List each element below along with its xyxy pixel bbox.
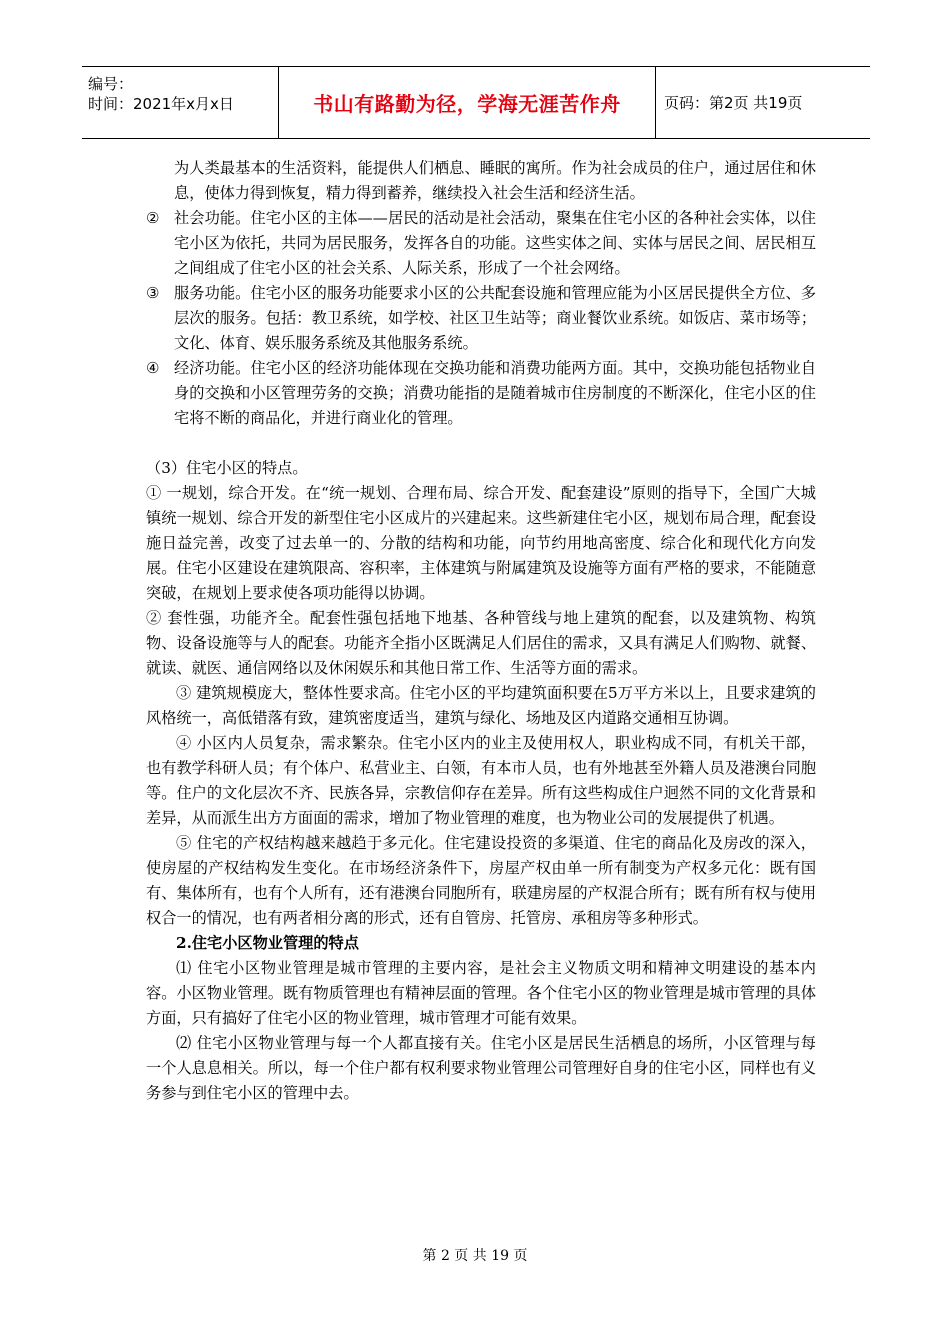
list-marker: ② <box>146 209 160 227</box>
function-item-economic <box>146 356 816 431</box>
feature-paragraph-2: ② 套性强，功能齐全。配套性强包括地下地基、各种管线与地上建筑的配套，以及建筑物、构筑物、设备设施等与人的配套。功能齐全指小区既满足人们居住的需求，又具有满足人们购物、就餐、就读、就医、通信网络以及休闲娱乐和其他日常工作、生活等方面的需求。 <box>146 609 816 677</box>
header-motto: 书山有路勤为径，学海无涯苦作舟 <box>313 92 621 116</box>
list-marker: ③ <box>146 284 160 302</box>
intro-paragraph: 为人类最基本的生活资料，能提供人们栖息、睡眠的寓所。作为社会成员的住户，通过居住和休息，使体力得到恢复，精力得到蓄养，继续投入社会生活和经济生活。 <box>174 159 816 202</box>
function-text: 社会功能。住宅小区的主体——居民的活动是社会活动，聚集在住宅小区的各种社会实体，以住宅小区为依托，共同为居民服务，发挥各自的功能。这些实体之间、实体与居民之间、居民相互之间组成了住宅小区的社会关系、人际关系，形成了一个社会网络。 <box>174 209 816 277</box>
page-header <box>82 66 870 139</box>
management-point-2: ⑵ 住宅小区物业管理与每一个人都直接有关。住宅小区是居民生活栖息的场所，小区管理与每一个人息息相关。所以，每一个住户都有权利要求物业管理公司管理好自身的住宅小区，同样也有义务参与到住宅小区的管理中去。 <box>146 1034 816 1102</box>
paragraph-spacer <box>146 431 816 456</box>
document-number-label: 编号： <box>88 75 134 93</box>
feature-paragraph-1: ① 一规划，综合开发。在“统一规划、合理布局、综合开发、配套建设”原则的指导下，全国广大城镇统一规划、综合开发的新型住宅小区成片的兴建起来。这些新建住宅小区，规划布局合理，配套设施日益完善，改变了过去单一的、分散的结构和功能，向节约用地高密度、综合化和现代化方向发展。住宅小区建设在建筑限高、容积率，主体建筑与附属建筑及设施等方面有严格的要求，不能随意突破，在规划上要求使各项功能得以协调。 <box>146 484 816 602</box>
function-text: 经济功能。住宅小区的经济功能体现在交换功能和消费功能两方面。其中，交换功能包括物业自身的交换和小区管理劳务的交换；消费功能指的是随着城市住房制度的不断深化，住宅小区的住宅将不断的商品化，并进行商业化的管理。 <box>174 359 816 427</box>
page-footer: 第 2 页 共 19 页 <box>422 1248 528 1264</box>
function-item-social <box>146 206 816 281</box>
document-body <box>146 156 816 1106</box>
header-meta-cell <box>82 67 279 138</box>
header-page-info: 页码：第2页 共19页 <box>664 94 803 112</box>
feature-paragraph-3: ③ 建筑规模庞大，整体性要求高。住宅小区的平均建筑面积要在5万平方米以上，且要求建筑的风格统一，高低错落有致，建筑密度适当，建筑与绿化、场地及区内道路交通相互协调。 <box>146 684 816 727</box>
header-page-cell <box>656 67 870 138</box>
section-3-title: （3）住宅小区的特点。 <box>146 459 308 477</box>
section-2-heading: 2.住宅小区物业管理的特点 <box>176 934 359 952</box>
feature-paragraph-5: ⑤ 住宅的产权结构越来越趋于多元化。住宅建设投资的多渠道、住宅的商品化及房改的深入，使房屋的产权结构发生变化。在市场经济条件下，房屋产权由单一所有制变为产权多元化：既有国有、集体所有，也有个人所有，还有港澳台同胞所有，联建房屋的产权混合所有；既有所有权与使用权合一的情况，也有两者相分离的形式，还有自管房、托管房、承租房等多种形式。 <box>146 834 816 927</box>
header-motto-cell <box>279 67 656 138</box>
document-date: 时间：2021年x月x日 <box>88 95 234 113</box>
feature-paragraph-4: ④ 小区内人员复杂，需求繁杂。住宅小区内的业主及使用权人，职业构成不同，有机关干部，也有教学科研人员；有个体户、私营业主、白领，有本市人员，也有外地甚至外籍人员及港澳台同胞等。住户的文化层次不齐、民族各异，宗教信仰存在差异。所有这些构成住户迥然不同的文化背景和差异，从而派生出方方面面的需求，增加了物业管理的难度，也为物业公司的发展提供了机遇。 <box>146 734 816 827</box>
function-text: 服务功能。住宅小区的服务功能要求小区的公共配套设施和管理应能为小区居民提供全方位、多层次的服务。包括：教卫系统，如学校、社区卫生站等；商业餐饮业系统。如饭店、菜市场等；文化、体育、娱乐服务系统及其他服务系统。 <box>174 284 816 352</box>
list-marker: ④ <box>146 359 160 377</box>
function-item-service <box>146 281 816 356</box>
management-point-1: ⑴ 住宅小区物业管理是城市管理的主要内容，是社会主义物质文明和精神文明建设的基本内容。小区物业管理。既有物质管理也有精神层面的管理。各个住宅小区的物业管理是城市管理的具体方面，只有搞好了住宅小区的物业管理，城市管理才可能有效果。 <box>146 959 816 1027</box>
